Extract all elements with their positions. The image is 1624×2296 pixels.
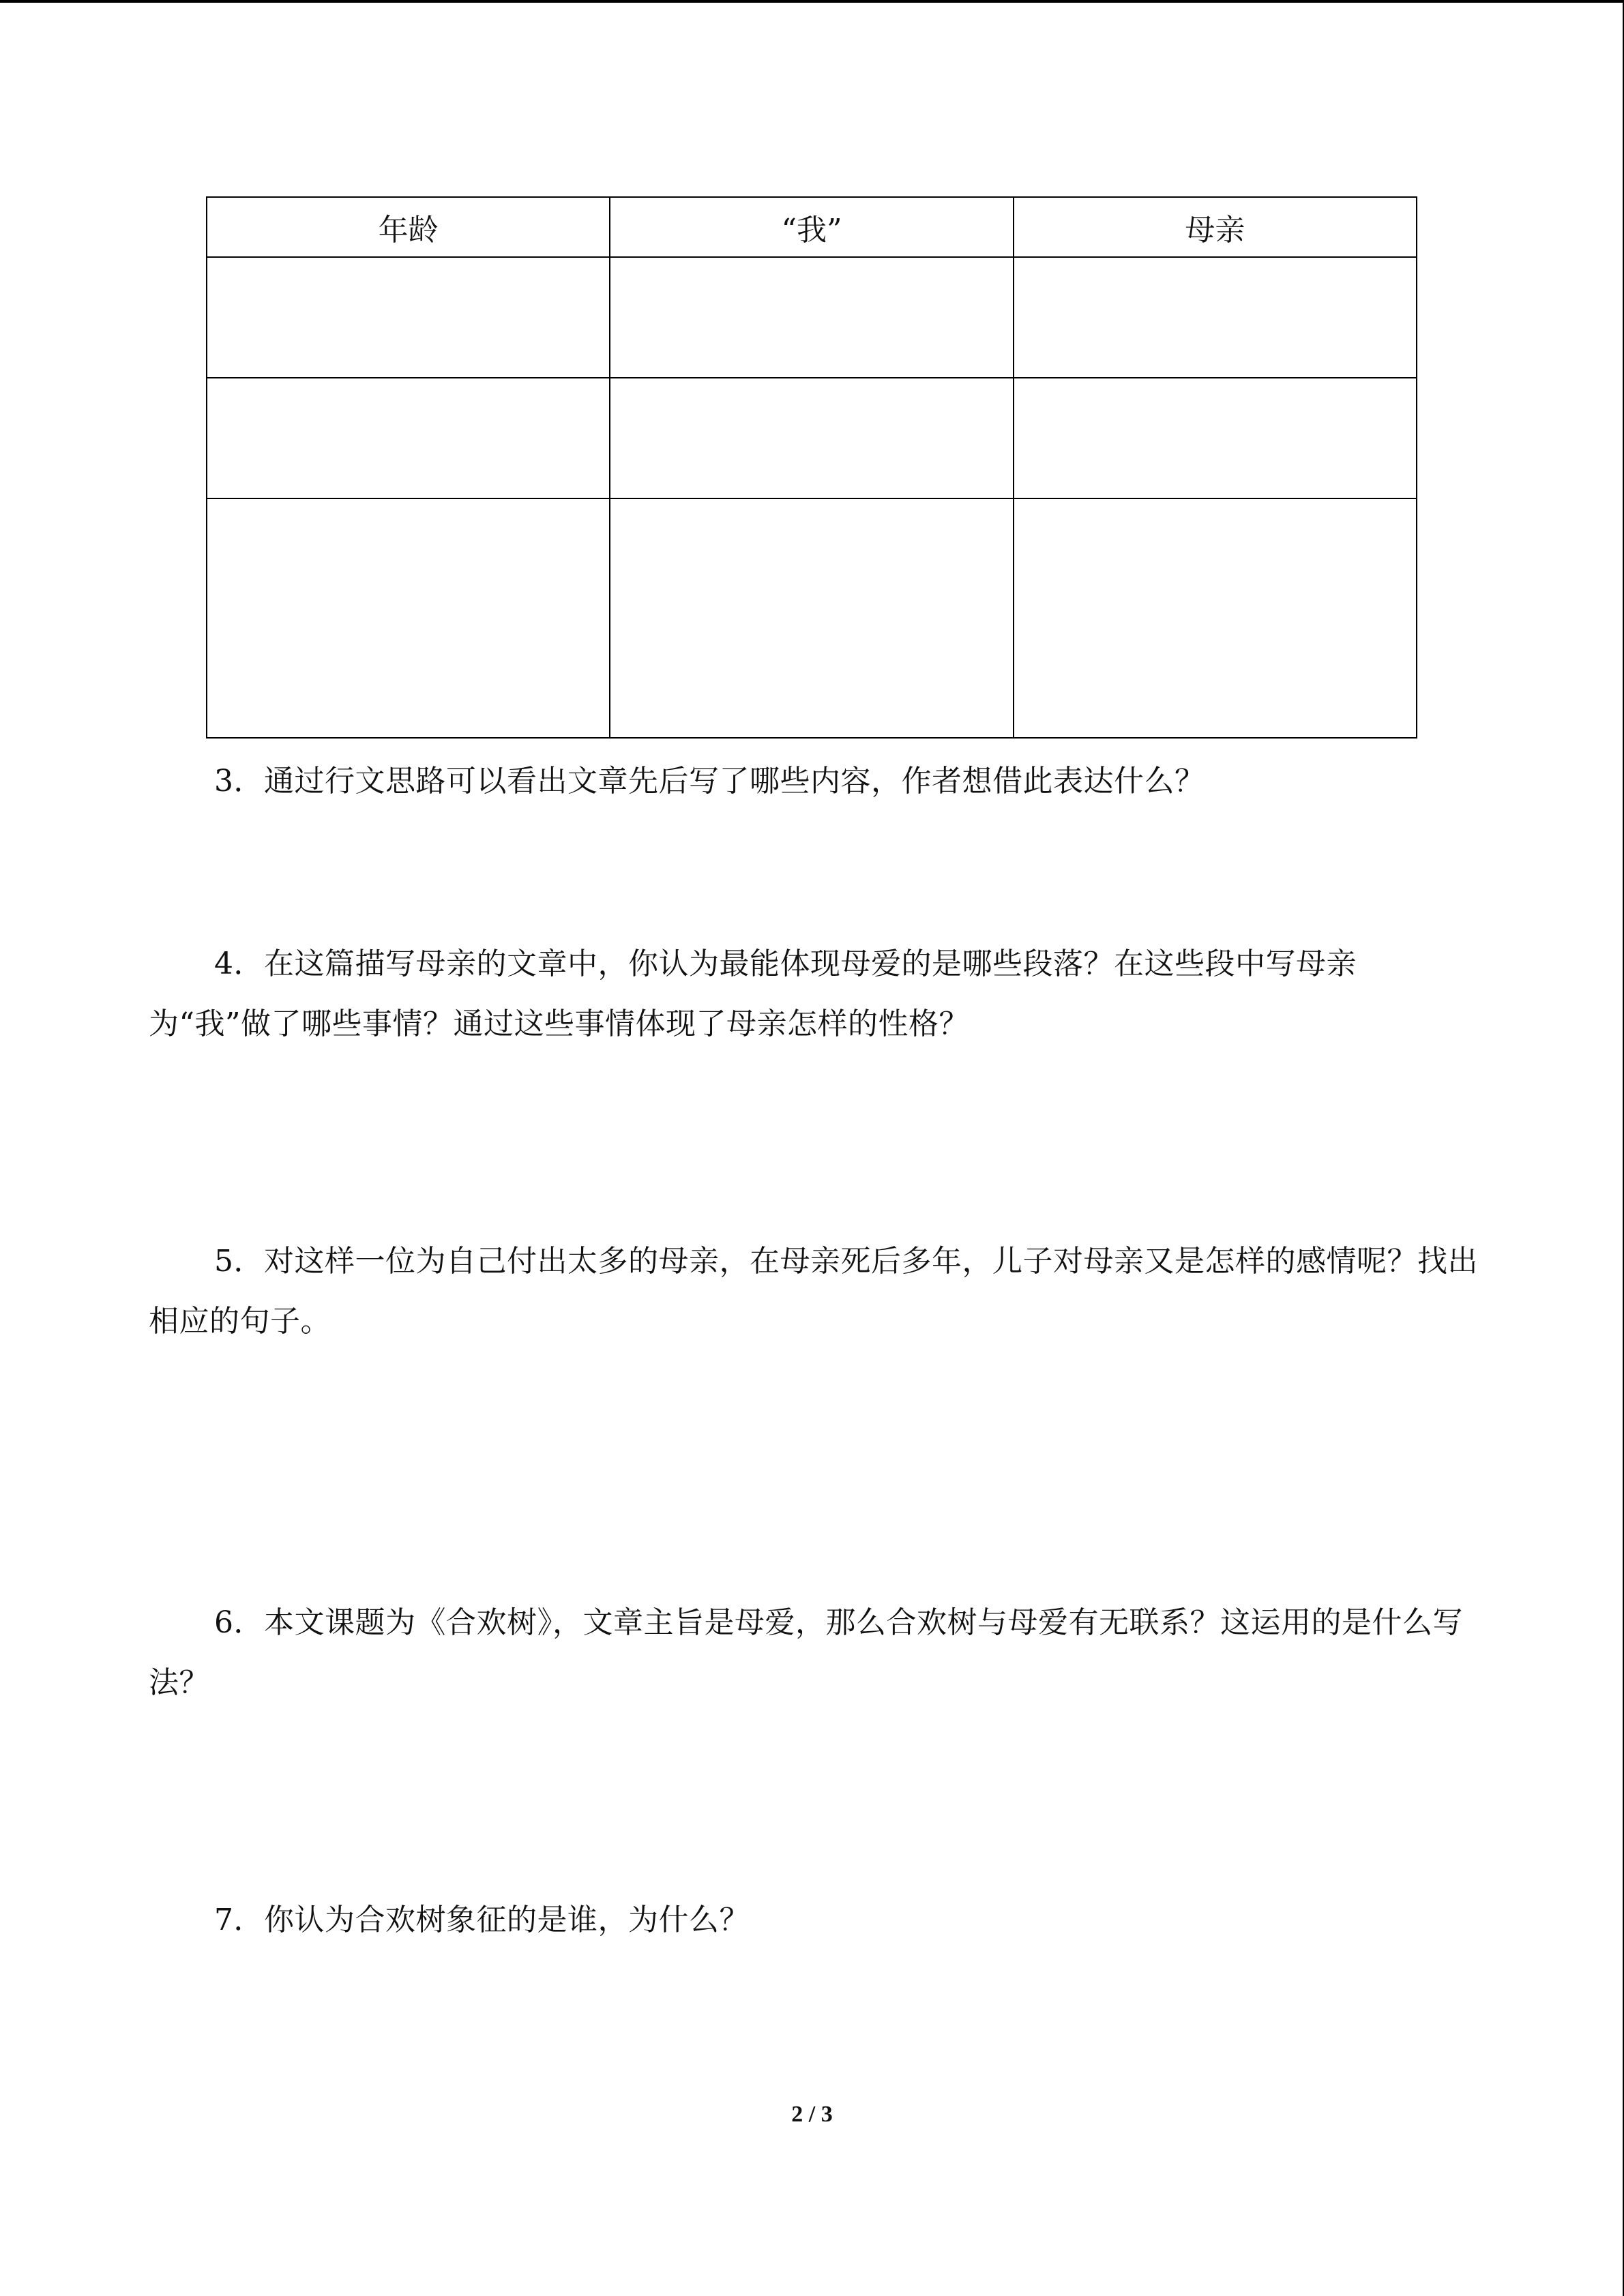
question-4: 4．在这篇描写母亲的文章中，你认为最能体现母爱的是哪些段落？在这些段中写母亲为“我”做了哪些事情？通过这些事情体现了母亲怎样的性格？ (149, 946, 1357, 1041)
table-cell[interactable] (610, 257, 1013, 378)
table-cell[interactable] (1014, 378, 1417, 498)
column-header-age: 年龄 (207, 197, 610, 257)
table-cell[interactable] (207, 378, 610, 498)
question-3: 3．通过行文思路可以看出文章先后写了哪些内容，作者想借此表达什么？ (214, 764, 1205, 799)
table-cell[interactable] (1014, 257, 1417, 378)
table-cell[interactable] (610, 378, 1013, 498)
question-5: 5．对这样一位为自己付出太多的母亲，在母亲死后多年，儿子对母亲又是怎样的感情呢？找出相应的句子。 (149, 1244, 1478, 1339)
table-row (207, 498, 1417, 738)
column-header-me: “我” (610, 197, 1013, 257)
column-header-mother: 母亲 (1014, 197, 1417, 257)
table-row (207, 378, 1417, 498)
table-cell[interactable] (1014, 498, 1417, 738)
question-6: 6．本文课题为《合欢树》，文章主旨是母爱，那么合欢树与母爱有无联系？这运用的是什么写法？ (149, 1605, 1463, 1700)
table-row (207, 257, 1417, 378)
table-cell[interactable] (610, 498, 1013, 738)
question-7: 7．你认为合欢树象征的是谁，为什么？ (214, 1903, 750, 1937)
table-cell[interactable] (207, 257, 610, 378)
table-header-row (207, 197, 1417, 257)
page-number: 2 / 3 (791, 2102, 833, 2127)
top-border-rule (0, 0, 1624, 3)
answer-table (206, 196, 1417, 739)
table-cell[interactable] (207, 498, 610, 738)
